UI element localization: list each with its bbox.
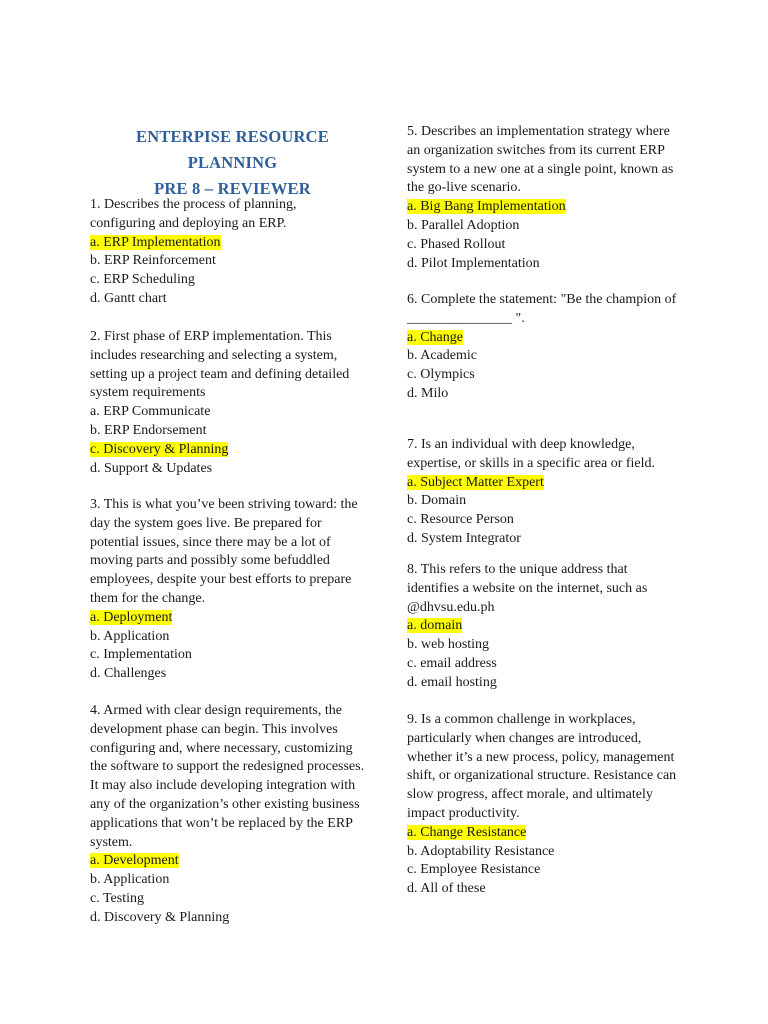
question-3 (90, 496, 375, 684)
option-label: d. Support & Updates (90, 460, 213, 476)
option-label: c. Implementation (90, 647, 192, 663)
option-label: d. Gantt chart (90, 290, 167, 306)
question-text-line: setting up a project team and defining detailed (90, 366, 350, 382)
answer-option-highlighted (90, 852, 375, 871)
question-5 (407, 123, 682, 273)
option-label: c. Testing (90, 890, 144, 906)
question-4 (90, 702, 375, 928)
question-text-line: them for the change. (90, 590, 206, 606)
option-label: c. Resource Person (407, 512, 514, 528)
answer-option-highlighted (407, 329, 682, 348)
option-label: a. ERP Implementation (90, 234, 221, 250)
question-text-line: slow progress, affect morale, and ultimately (407, 787, 653, 803)
answer-option (90, 871, 375, 890)
answer-option (407, 843, 682, 862)
answer-option-highlighted (407, 617, 682, 636)
question-8 (407, 561, 682, 693)
answer-option (90, 909, 375, 928)
question-text-line: @dhvsu.edu.ph (407, 599, 495, 615)
option-label: d. Discovery & Planning (90, 909, 230, 925)
answer-option (90, 252, 375, 271)
question-text-line: day the system goes live. Be prepared for (90, 515, 322, 531)
answer-option (407, 655, 682, 674)
question-text-line: particularly when changes are introduced, (407, 730, 642, 746)
option-label: d. All of these (407, 881, 486, 897)
option-label: c. Olympics (407, 367, 475, 383)
answer-option (90, 422, 375, 441)
title-line-1: ENTERPISE RESOURCE PLANNING (136, 127, 329, 172)
answer-option (407, 674, 682, 693)
option-label: b. Domain (407, 493, 467, 509)
question-text-line: employees, despite your best efforts to prepare (90, 572, 352, 588)
option-label: c. Employee Resistance (407, 862, 541, 878)
question-9 (407, 711, 682, 899)
question-text-line: _______________ ". (407, 310, 525, 326)
question-text-line: 9. Is a common challenge in workplaces, (407, 712, 636, 727)
option-label: b. Adoptability Resistance (407, 843, 555, 859)
option-label: b. ERP Reinforcement (90, 253, 216, 269)
option-label: b. Parallel Adoption (407, 217, 520, 233)
answer-option (407, 511, 682, 530)
question-text-line: includes researching and selecting a system, (90, 347, 338, 363)
answer-option (407, 255, 682, 274)
question-text-line: applications that won’t be replaced by the ERP (90, 815, 353, 831)
option-label: d. email hosting (407, 674, 497, 690)
question-text-line: system to a new one at a single point, known as (407, 161, 674, 177)
answer-option (90, 665, 375, 684)
option-label: b. Academic (407, 348, 477, 364)
question-text-line: the go-live scenario. (407, 180, 521, 196)
answer-option (90, 890, 375, 909)
option-label: d. System Integrator (407, 530, 521, 546)
answer-option (407, 492, 682, 511)
answer-option-highlighted (407, 824, 682, 843)
answer-option (90, 646, 375, 665)
option-label: a. domain (407, 618, 463, 634)
answer-option (407, 385, 682, 404)
question-text-line: 2. First phase of ERP implementation. This (90, 329, 332, 344)
question-text-line: expertise, or skills in a specific area or field. (407, 455, 656, 471)
question-text-line: shift, or organizational structure. Resistance can (407, 768, 677, 784)
option-label: c. email address (407, 655, 497, 671)
question-text-line: 7. Is an individual with deep knowledge, (407, 437, 635, 452)
answer-option (90, 403, 375, 422)
answer-option (407, 366, 682, 385)
answer-option-highlighted (90, 441, 375, 460)
question-7 (407, 436, 682, 549)
question-text-line: 4. Armed with clear design requirements, the (90, 703, 342, 718)
option-label: a. ERP Communicate (90, 404, 211, 420)
answer-option (407, 530, 682, 549)
answer-option-highlighted (90, 609, 375, 628)
answer-option (407, 217, 682, 236)
answer-option-highlighted (407, 198, 682, 217)
question-text-line: an organization switches from its current ERP (407, 142, 665, 158)
answer-option (407, 636, 682, 655)
question-text-line: moving parts and possibly some befuddled (90, 553, 330, 569)
question-text-line: configuring and, where necessary, customizing (90, 740, 353, 756)
option-label: d. Milo (407, 385, 449, 401)
option-label: c. Discovery & Planning (90, 441, 229, 457)
option-label: a. Change (407, 329, 463, 345)
answer-option-highlighted (407, 474, 682, 493)
option-label: a. Deployment (90, 609, 173, 625)
question-text-line: potential issues, since there may be a lot of (90, 534, 331, 550)
question-6 (407, 291, 682, 404)
question-text-line: the software to support the redesigned processes. (90, 759, 365, 775)
option-label: b. Application (90, 628, 170, 644)
option-label: b. ERP Endorsement (90, 422, 207, 438)
answer-option (407, 347, 682, 366)
question-text-line: 5. Describes an implementation strategy where (407, 124, 670, 139)
option-label: d. Pilot Implementation (407, 255, 540, 271)
option-label: a. Change Resistance (407, 824, 527, 840)
option-label: b. Application (90, 872, 170, 888)
question-text-line: system requirements (90, 385, 206, 401)
question-text-line: impact productivity. (407, 805, 520, 821)
question-text-line: 3. This is what you’ve been striving toward: the (90, 497, 358, 512)
answer-option (90, 271, 375, 290)
question-1 (90, 196, 375, 309)
question-text-line: It may also include developing integration with (90, 778, 356, 794)
answer-option (90, 460, 375, 479)
question-text-line: any of the organization’s other existing business (90, 796, 360, 812)
question-text-line: 8. This refers to the unique address that (407, 562, 628, 577)
question-2 (90, 328, 375, 478)
question-text-line: 1. Describes the process of planning, (90, 197, 297, 212)
option-label: b. web hosting (407, 637, 490, 653)
question-text-line: development phase can begin. This involves (90, 721, 338, 737)
question-text-line: whether it’s a new process, policy, management (407, 749, 675, 765)
question-text-line: system. (90, 834, 133, 850)
title-line-2: PRE 8 – REVIEWER (154, 179, 311, 198)
answer-option-highlighted (90, 234, 375, 253)
option-label: c. Phased Rollout (407, 236, 506, 252)
answer-option (90, 628, 375, 647)
option-label: a. Big Bang Implementation (407, 199, 566, 215)
option-label: c. ERP Scheduling (90, 272, 195, 288)
option-label: a. Development (90, 853, 179, 869)
option-label: a. Subject Matter Expert (407, 474, 544, 490)
document-title (90, 124, 375, 202)
answer-option (407, 236, 682, 255)
question-text-line: configuring and deploying an ERP. (90, 215, 287, 231)
answer-option (407, 861, 682, 880)
answer-option (407, 880, 682, 899)
option-label: d. Challenges (90, 666, 167, 682)
question-text-line: identifies a website on the internet, such as (407, 580, 648, 596)
answer-option (90, 290, 375, 309)
question-text-line: 6. Complete the statement: "Be the champion of (407, 292, 677, 307)
